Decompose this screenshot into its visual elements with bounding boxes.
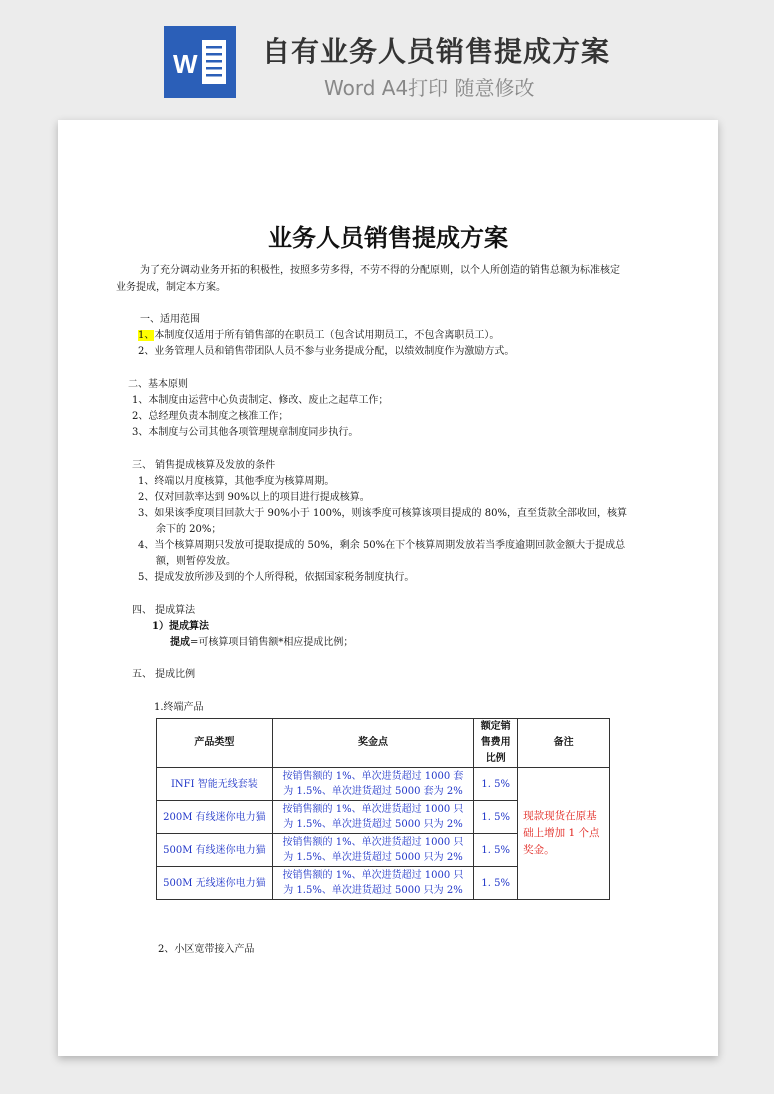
- section-2-item-3: 3、本制度与公司其他各项管理规章制度同步执行。: [132, 427, 359, 438]
- section-5-sub-1: 1.终端产品: [154, 702, 204, 713]
- commission-table: [156, 718, 610, 900]
- section-2-item-2: 2、总经理负责本制度之核准工作；: [132, 411, 289, 422]
- bonus-cell: 按销售额的 1%、单次进货超过 1000 只 为 1.5%、单次进货超过 5000 只为 2%: [272, 867, 474, 900]
- banner-subtitle: Word A4打印 随意修改: [324, 76, 535, 100]
- svg-text:W: W: [173, 49, 198, 79]
- ratio-cell: 1. 5%: [474, 768, 518, 801]
- intro-line-1: 为了充分调动业务开拓的积极性，按照多劳多得，不劳不得的分配原则，以个人所创造的销售总额为标准核定: [140, 265, 620, 276]
- ratio-cell: 1. 5%: [474, 801, 518, 834]
- section-2-heading: 二、基本原则: [128, 379, 188, 390]
- section-4-heading: 四、 提成算法: [132, 605, 196, 616]
- section-3-item-5: 5、提成发放所涉及到的个人所得税，依据国家税务制度执行。: [138, 572, 415, 583]
- section-3-item-3: 3、如果该季度项目回款大于 90%小于 100%，则该季度可核算该项目提成的 80%，直至货款全部收回，核算: [138, 508, 627, 519]
- table-header-row: [157, 719, 610, 768]
- intro-line-2: 业务提成，制定本方案。: [116, 282, 226, 293]
- section-3-item-3-cont: 余下的 20%；: [156, 524, 222, 535]
- bonus-cell: 按销售额的 1%、单次进货超过 1000 套 为 1.5%、单次进货超过 5000 套为 2%: [272, 768, 474, 801]
- banner-title: 自有业务人员销售提成方案: [262, 35, 611, 68]
- section-3-item-2: 2、仅对回款率达到 90%以上的项目进行提成核算。: [138, 492, 370, 503]
- section-1-heading: 一、适用范围: [140, 314, 200, 325]
- section-4-sub: 1）提成算法: [152, 621, 209, 632]
- section-5-sub-2: 2、小区宽带接入产品: [158, 944, 255, 955]
- bonus-cell: 按销售额的 1%、单次进货超过 1000 只 为 1.5%、单次进货超过 5000 只为 2%: [272, 801, 474, 834]
- section-3-heading: 三、 销售提成核算及发放的条件: [132, 460, 276, 471]
- product-cell: 200M 有线迷你电力猫: [157, 801, 273, 834]
- document-page: [58, 120, 718, 1056]
- section-3-item-1: 1、终端以月度核算，其他季度为核算周期。: [138, 476, 335, 487]
- table-row: [157, 768, 610, 801]
- note-cell: 现款现货在原基础上增加 1 个点奖金。: [518, 768, 610, 900]
- table-header: 奖金点: [272, 719, 474, 768]
- section-1-item-1: 1、本制度仅适用于所有销售部的在职员工（包含试用期员工，不包含离职员工）。: [138, 330, 500, 341]
- document-title: 业务人员销售提成方案: [268, 224, 508, 252]
- section-5-heading: 五、 提成比例: [132, 669, 196, 680]
- section-2-item-1: 1、本制度由运营中心负责制定、修改、废止之起草工作；: [132, 395, 389, 406]
- section-1-item-2: 2、业务管理人员和销售带团队人员不参与业务提成分配，以绩效制度作为激励方式。: [138, 346, 515, 357]
- product-cell: 500M 有线迷你电力猫: [157, 834, 273, 867]
- ratio-cell: 1. 5%: [474, 834, 518, 867]
- product-cell: INFI 智能无线套装: [157, 768, 273, 801]
- highlighted-number: 1、: [138, 330, 155, 341]
- bonus-cell: 按销售额的 1%、单次进货超过 1000 只 为 1.5%、单次进货超过 5000 只为 2%: [272, 834, 474, 867]
- section-4-formula: 提成=可核算项目销售额*相应提成比例；: [170, 637, 354, 648]
- table-header: 备注: [518, 719, 610, 768]
- header-banner: [0, 0, 774, 118]
- section-3-item-4-cont: 额，则暂停发放。: [156, 556, 236, 567]
- table-header: 额定销售费用比例: [474, 719, 518, 768]
- word-icon: [164, 26, 236, 98]
- ratio-cell: 1. 5%: [474, 867, 518, 900]
- section-3-item-4: 4、当个核算周期只发放可提取提成的 50%，剩余 50%在下个核算周期发放若当季度逾期回款金额大于提成总: [138, 540, 626, 551]
- product-cell: 500M 无线迷你电力猫: [157, 867, 273, 900]
- table-header: 产品类型: [157, 719, 273, 768]
